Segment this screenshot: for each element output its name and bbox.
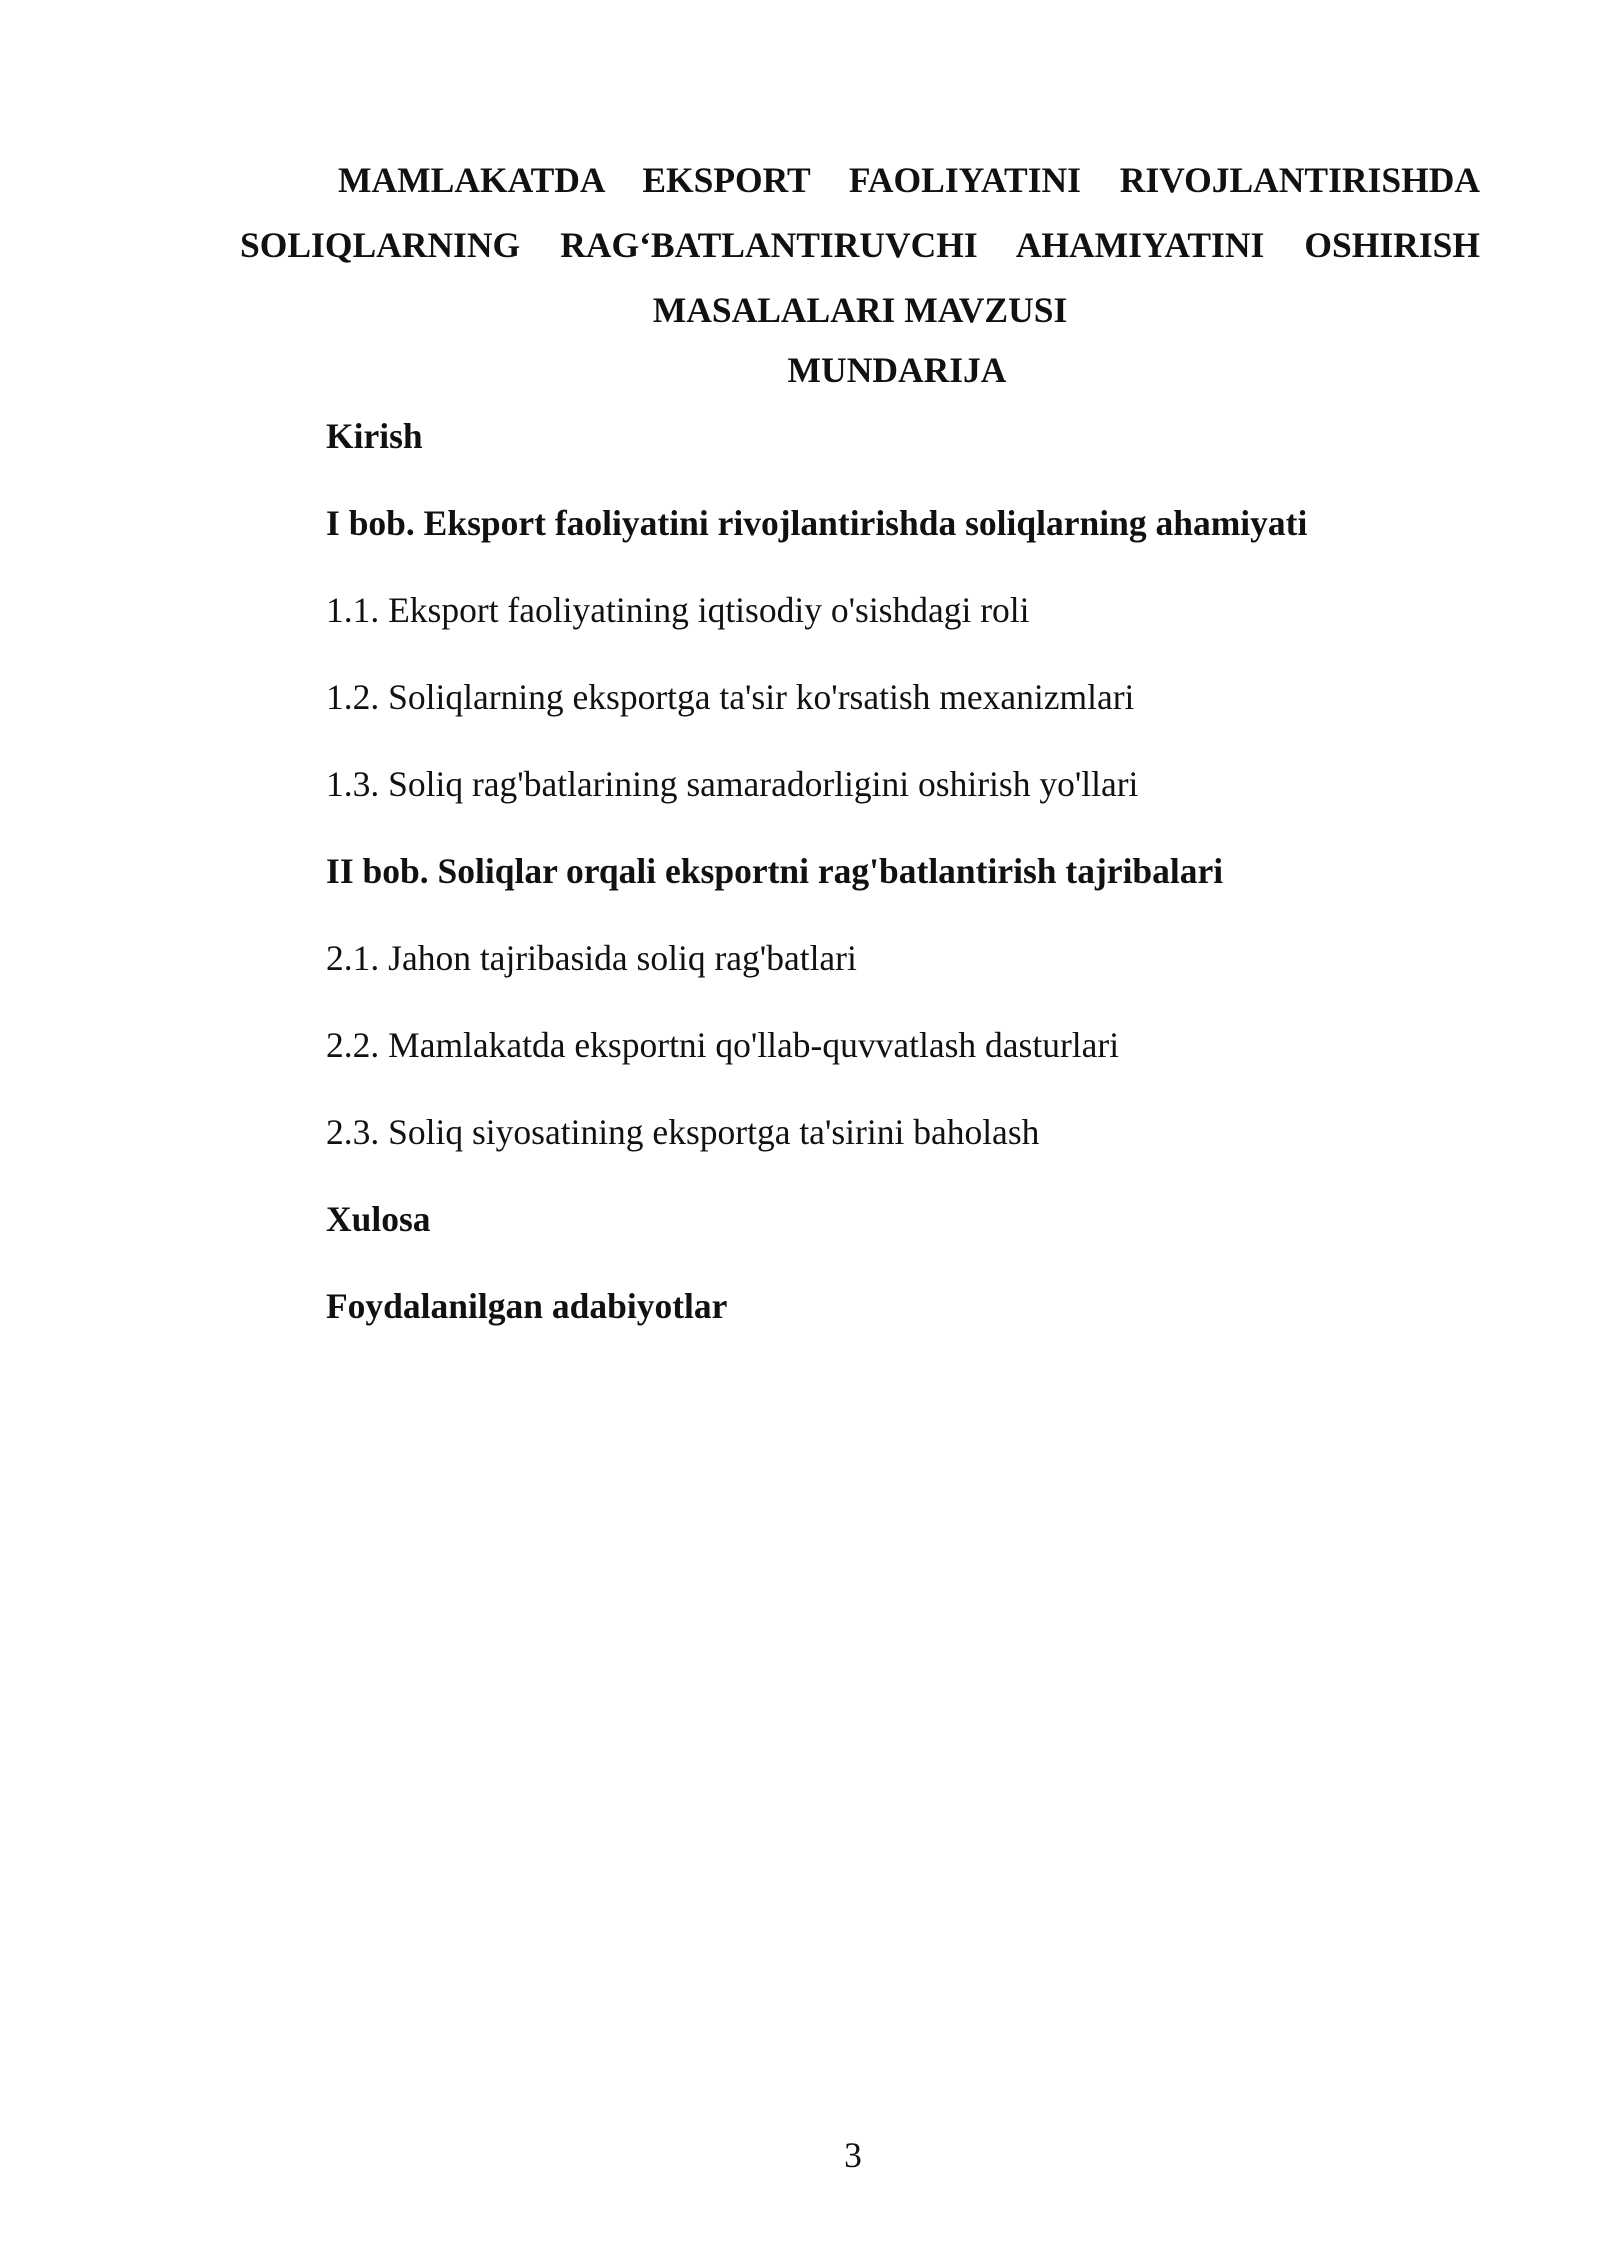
- toc-chapter-1: I bob. Eksport faoliyatini rivojlantirishda soliqlarning ahamiyati: [326, 503, 1308, 543]
- toc-entry-xulosa: Xulosa: [326, 1199, 431, 1239]
- toc-section-1-1: 1.1. Eksport faoliyatining iqtisodiy o'sishdagi roli: [326, 590, 1030, 630]
- toc-section-2-3: 2.3. Soliq siyosatining eksportga ta'sirini baholash: [326, 1112, 1040, 1152]
- toc-entry-kirish: Kirish: [326, 416, 423, 456]
- toc-entry-bibliography: Foydalanilgan adabiyotlar: [326, 1286, 728, 1326]
- toc-chapter-2: II bob. Soliqlar orqali eksportni rag'batlantirish tajribalari: [326, 851, 1224, 891]
- document-title: MAMLAKATDA EKSPORT FAOLIYATINI RIVOJLANTIRISHDA SOLIQLARNING RAG‘BATLANTIRUVCHI AHAMIYATINI OSHIRISH MASALALARI MAVZUSI: [240, 160, 1480, 330]
- contents-heading: MUNDARIJA: [787, 350, 1007, 390]
- toc-section-2-2: 2.2. Mamlakatda eksportni qo'llab-quvvatlash dasturlari: [326, 1025, 1120, 1065]
- toc-section-1-2: 1.2. Soliqlarning eksportga ta'sir ko'rsatish mexanizmlari: [326, 677, 1135, 717]
- toc-section-2-1: 2.1. Jahon tajribasida soliq rag'batlari: [326, 938, 857, 978]
- toc-section-1-3: 1.3. Soliq rag'batlarining samaradorligini oshirish yo'llari: [326, 764, 1139, 804]
- page-number: 3: [844, 2135, 862, 2175]
